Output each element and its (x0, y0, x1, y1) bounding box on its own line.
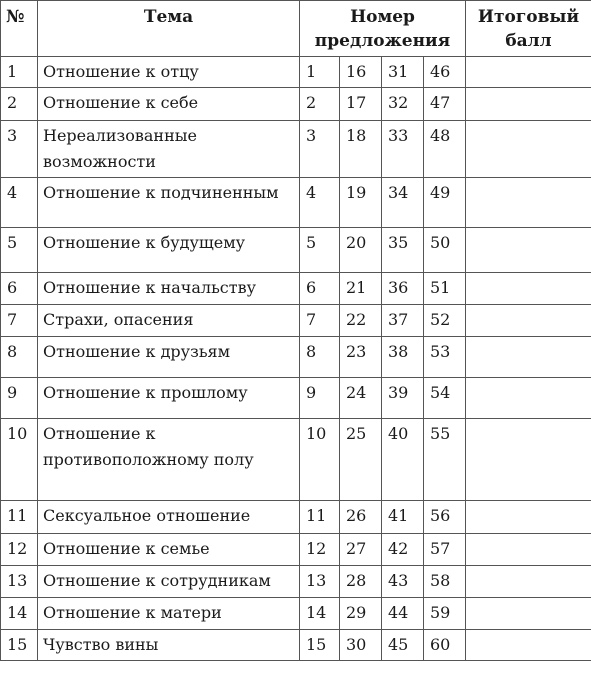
sentence-number: 49 (424, 178, 466, 228)
total-score-cell (466, 337, 591, 378)
row-topic: Отношение к будущему (38, 228, 300, 273)
sentence-number: 13 (300, 566, 340, 598)
sentence-number: 34 (382, 178, 424, 228)
row-number: 3 (1, 121, 38, 178)
sentence-number: 17 (340, 88, 382, 121)
total-score-cell (466, 598, 591, 630)
sentence-number: 30 (340, 630, 382, 661)
sentence-number: 19 (340, 178, 382, 228)
sentence-number: 46 (424, 57, 466, 88)
row-topic: Отношение к отцу (38, 57, 300, 88)
sentence-number: 20 (340, 228, 382, 273)
sentence-number: 43 (382, 566, 424, 598)
total-score-cell (466, 88, 591, 121)
sentence-number: 28 (340, 566, 382, 598)
header-sentence-number: Номер предложения (300, 1, 466, 57)
table-row (1, 88, 591, 121)
sentence-number: 55 (424, 419, 466, 501)
row-topic: Отношение к начальству (38, 273, 300, 305)
sentence-number: 5 (300, 228, 340, 273)
sentence-number: 29 (340, 598, 382, 630)
row-topic: Отношение к прошлому (38, 378, 300, 419)
table-row (1, 630, 591, 661)
sentence-number: 3 (300, 121, 340, 178)
row-number: 6 (1, 273, 38, 305)
table-row (1, 419, 591, 501)
row-number: 9 (1, 378, 38, 419)
sentence-number: 45 (382, 630, 424, 661)
total-score-cell (466, 566, 591, 598)
total-score-cell (466, 273, 591, 305)
sentence-number: 12 (300, 534, 340, 566)
table-row (1, 121, 591, 178)
sentence-number: 22 (340, 305, 382, 337)
total-score-cell (466, 378, 591, 419)
row-number: 14 (1, 598, 38, 630)
sentence-number: 50 (424, 228, 466, 273)
total-score-cell (466, 57, 591, 88)
table-row (1, 228, 591, 273)
header-row (1, 1, 591, 57)
sentence-number: 42 (382, 534, 424, 566)
sentence-number: 37 (382, 305, 424, 337)
sentence-number: 2 (300, 88, 340, 121)
row-topic: Отношение к подчиненным (38, 178, 300, 228)
total-score-cell (466, 121, 591, 178)
sentence-number: 41 (382, 501, 424, 534)
row-topic: Отношение к матери (38, 598, 300, 630)
row-topic: Сексуальное отношение (38, 501, 300, 534)
row-number: 7 (1, 305, 38, 337)
sentence-number: 54 (424, 378, 466, 419)
table-row (1, 305, 591, 337)
total-score-cell (466, 178, 591, 228)
row-topic: Отношение к себе (38, 88, 300, 121)
sentence-number: 32 (382, 88, 424, 121)
header-total-score: Итоговый балл (466, 1, 591, 57)
row-topic: Чувство вины (38, 630, 300, 661)
sentence-number: 35 (382, 228, 424, 273)
total-score-cell (466, 501, 591, 534)
header-number: № (1, 1, 38, 57)
total-score-cell (466, 419, 591, 501)
sentence-number: 10 (300, 419, 340, 501)
sentence-number: 47 (424, 88, 466, 121)
table-row (1, 337, 591, 378)
sentence-number: 52 (424, 305, 466, 337)
sentence-number: 1 (300, 57, 340, 88)
sentence-number: 48 (424, 121, 466, 178)
sentence-number: 33 (382, 121, 424, 178)
sentence-number: 21 (340, 273, 382, 305)
header-topic: Тема (38, 1, 300, 57)
sentence-number: 39 (382, 378, 424, 419)
sentence-number: 7 (300, 305, 340, 337)
row-topic: Нереализованные возможности (38, 121, 300, 178)
table-row (1, 534, 591, 566)
row-number: 11 (1, 501, 38, 534)
table-row (1, 501, 591, 534)
row-number: 15 (1, 630, 38, 661)
sentence-number: 53 (424, 337, 466, 378)
total-score-cell (466, 534, 591, 566)
sentence-number: 24 (340, 378, 382, 419)
row-number: 10 (1, 419, 38, 501)
sentence-number: 8 (300, 337, 340, 378)
sentence-number: 25 (340, 419, 382, 501)
total-score-cell (466, 305, 591, 337)
row-number: 5 (1, 228, 38, 273)
sentence-number: 36 (382, 273, 424, 305)
sentence-number: 60 (424, 630, 466, 661)
sentence-number: 15 (300, 630, 340, 661)
sentence-number: 31 (382, 57, 424, 88)
sentence-number: 23 (340, 337, 382, 378)
table-row (1, 178, 591, 228)
row-topic: Отношение к друзьям (38, 337, 300, 378)
sentence-number: 51 (424, 273, 466, 305)
row-topic: Отношение к противоположному полу (38, 419, 300, 501)
sentence-number: 16 (340, 57, 382, 88)
sentence-number: 9 (300, 378, 340, 419)
sentence-number: 18 (340, 121, 382, 178)
row-number: 4 (1, 178, 38, 228)
row-number: 8 (1, 337, 38, 378)
sentence-number: 58 (424, 566, 466, 598)
row-number: 2 (1, 88, 38, 121)
sentence-number: 40 (382, 419, 424, 501)
row-number: 13 (1, 566, 38, 598)
sentence-number: 14 (300, 598, 340, 630)
row-topic: Страхи, опасения (38, 305, 300, 337)
sentence-number: 56 (424, 501, 466, 534)
sentence-number: 57 (424, 534, 466, 566)
sentence-number: 4 (300, 178, 340, 228)
sentence-number: 27 (340, 534, 382, 566)
total-score-cell (466, 228, 591, 273)
sentence-number: 59 (424, 598, 466, 630)
row-number: 1 (1, 57, 38, 88)
table-row (1, 566, 591, 598)
row-topic: Отношение к семье (38, 534, 300, 566)
sentence-number: 6 (300, 273, 340, 305)
table-row (1, 57, 591, 88)
table-row (1, 378, 591, 419)
total-score-cell (466, 630, 591, 661)
sentence-number: 38 (382, 337, 424, 378)
table-row (1, 273, 591, 305)
table-row (1, 598, 591, 630)
row-number: 12 (1, 534, 38, 566)
sentence-number: 44 (382, 598, 424, 630)
sentence-number: 11 (300, 501, 340, 534)
sentence-number: 26 (340, 501, 382, 534)
row-topic: Отношение к сотрудникам (38, 566, 300, 598)
